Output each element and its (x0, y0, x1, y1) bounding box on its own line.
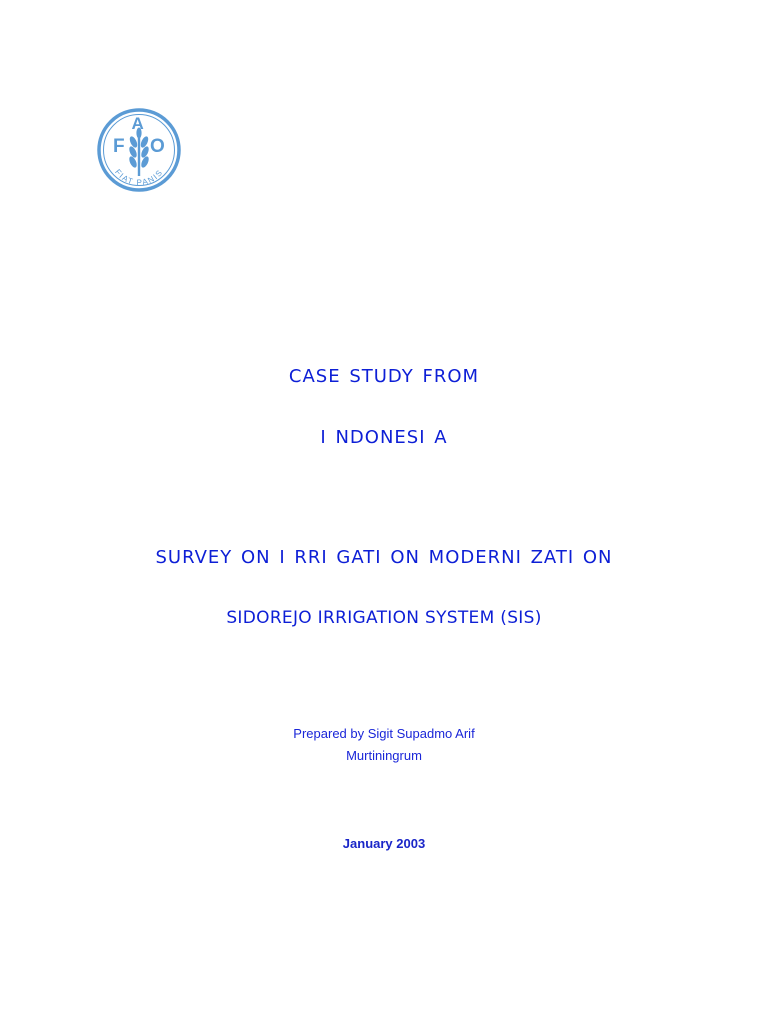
logo-letter-o: O (150, 136, 165, 157)
fao-logo-icon (97, 108, 181, 192)
title-line-country: I NDONESI A (320, 427, 448, 448)
document-date: January 2003 (342, 836, 426, 851)
author-line: Murtiningrum (346, 748, 422, 763)
subtitle-system-name: SIDOREJO IRRIGATION SYSTEM (SIS) (226, 608, 542, 628)
title-line-survey: SURVEY ON I RRI GATI ON MODERNI ZATI ON (155, 547, 613, 568)
logo-motto: FIAT PANIS (113, 167, 165, 188)
prepared-by-line: Prepared by Sigit Supadmo Arif (293, 726, 475, 741)
title-line-case-study: CASE STUDY FROM (288, 366, 480, 387)
logo-letter-f: F (113, 136, 125, 157)
logo-letter-a: A (131, 114, 144, 133)
